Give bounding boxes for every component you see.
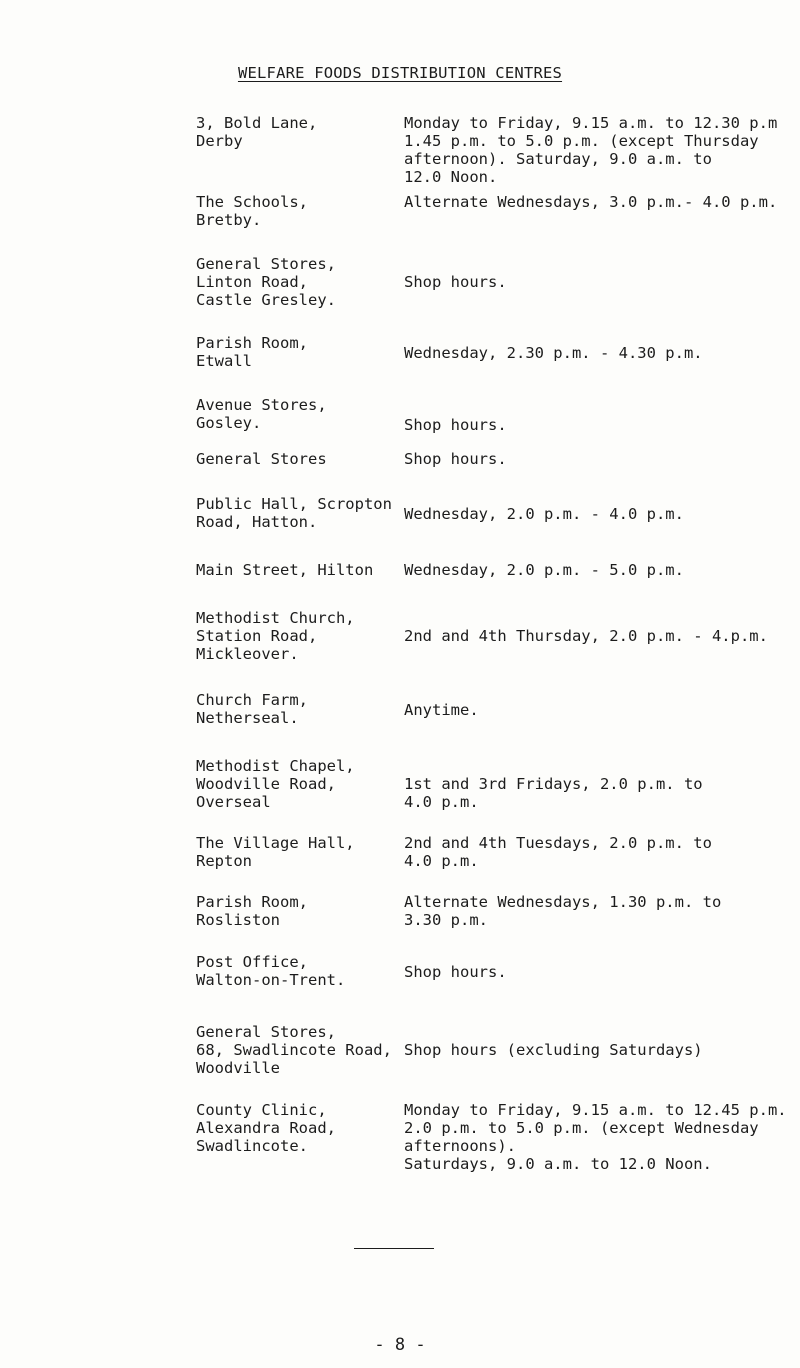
- centre-hours: Monday to Friday, 9.15 a.m. to 12.30 p.m 1.45 p.m. to 5.0 p.m. (except Thursday afternoon). Saturday, 9.0 a.m. to 12.0 Noon.: [404, 114, 778, 186]
- centre-hours: Shop hours (excluding Saturdays): [404, 1041, 703, 1059]
- centre-hours: Anytime.: [404, 701, 479, 719]
- centre-place: Avenue Stores, Gosley.: [196, 396, 327, 432]
- centre-place: Parish Room, Rosliston: [196, 893, 308, 929]
- centre-place: General Stores: [196, 450, 327, 468]
- centre-place: County Clinic, Alexandra Road, Swadlincote.: [196, 1101, 336, 1155]
- centre-hours: Wednesday, 2.30 p.m. - 4.30 p.m.: [404, 344, 703, 362]
- centre-place: General Stores, Linton Road, Castle Gresley.: [196, 255, 336, 309]
- centre-hours: Shop hours.: [404, 273, 507, 291]
- centre-hours: Shop hours.: [404, 450, 507, 468]
- centre-hours: Wednesday, 2.0 p.m. - 5.0 p.m.: [404, 561, 684, 579]
- centre-place: Parish Room, Etwall: [196, 334, 308, 370]
- centre-place: Main Street, Hilton: [196, 561, 374, 579]
- centre-place: Church Farm, Netherseal.: [196, 691, 308, 727]
- centre-hours: Monday to Friday, 9.15 a.m. to 12.45 p.m. 2.0 p.m. to 5.0 p.m. (except Wednesday afternoons). Saturdays, 9.0 a.m. to 12.0 Noon.: [404, 1101, 787, 1173]
- centre-place: Methodist Church, Station Road, Mickleover.: [196, 609, 355, 663]
- centre-hours: Alternate Wednesdays, 1.30 p.m. to 3.30 p.m.: [404, 893, 722, 929]
- centre-place: The Schools, Bretby.: [196, 193, 308, 229]
- centre-hours: 2nd and 4th Tuesdays, 2.0 p.m. to 4.0 p.m.: [404, 834, 712, 870]
- centre-hours: Shop hours.: [404, 416, 507, 434]
- centre-hours: 2nd and 4th Thursday, 2.0 p.m. - 4.p.m.: [404, 627, 768, 645]
- centre-hours: 1st and 3rd Fridays, 2.0 p.m. to 4.0 p.m.: [404, 775, 703, 811]
- page-title: WELFARE FOODS DISTRIBUTION CENTRES: [237, 64, 563, 82]
- page-number: - 8 -: [374, 1335, 426, 1355]
- centre-place: The Village Hall, Repton: [196, 834, 355, 870]
- centre-place: Post Office, Walton-on-Trent.: [196, 953, 346, 989]
- centre-place: Methodist Chapel, Woodville Road, Overseal: [196, 757, 355, 811]
- centre-place: 3, Bold Lane, Derby: [196, 114, 318, 150]
- centre-hours: Shop hours.: [404, 963, 507, 981]
- centre-place: General Stores, 68, Swadlincote Road, Woodville: [196, 1023, 392, 1077]
- centre-hours: Alternate Wednesdays, 3.0 p.m.- 4.0 p.m.: [404, 193, 778, 211]
- centre-hours: Wednesday, 2.0 p.m. - 4.0 p.m.: [404, 505, 684, 523]
- centre-place: Public Hall, Scropton Road, Hatton.: [196, 495, 392, 531]
- end-rule: [354, 1248, 434, 1249]
